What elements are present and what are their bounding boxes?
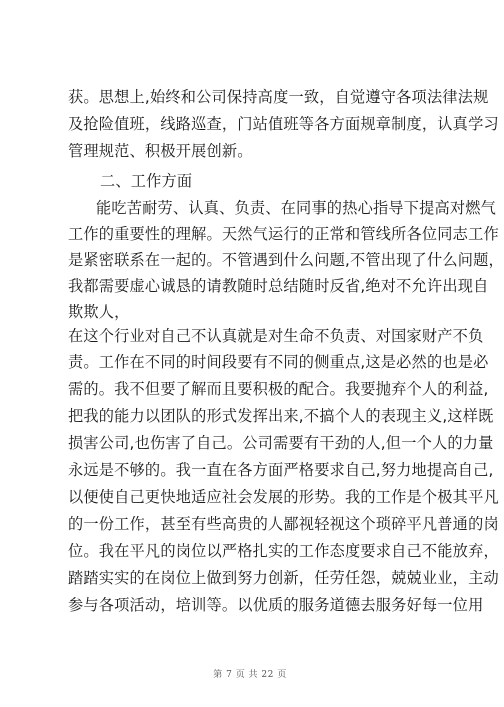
section-heading: 二、工作方面 xyxy=(100,172,193,190)
body-line-3: 管理规范、积极开展创新。 xyxy=(68,142,253,160)
body-line-13: 把我的能力以团队的形式发挥出来,不搞个人的表现主义,这样既 xyxy=(68,407,494,425)
body-line-19: 踏踏实实的在岗位上做到努力创新，任劳任怨，兢兢业业，主动 xyxy=(68,569,499,587)
body-line-17: 的一份工作，甚至有些高贵的人鄙视轻视这个琐碎平凡普通的岗 xyxy=(68,515,499,533)
body-line-5: 能吃苦耐劳、认真、负责、在同事的热心指导下提高对燃气 xyxy=(96,199,497,217)
body-line-11: 责。工作在不同的时间段要有不同的侧重点,这是必然的也是必 xyxy=(68,353,489,371)
body-line-1: 获。思想上,始终和公司保持高度一致，自觉遵守各项法律法规 xyxy=(68,88,489,106)
body-line-14: 损害公司,也伤害了自己。公司需要有干劲的人,但一个人的力量 xyxy=(68,434,494,452)
body-line-6: 工作的重要性的理解。天然气运行的正常和管线所各位同志工作 xyxy=(68,225,499,243)
body-line-2: 及抢险值班，线路巡查，门站值班等各方面规章制度，认真学习 xyxy=(68,115,499,133)
body-line-20: 参与各项活动，培训等。以优质的服务道德去服务好每一位用 xyxy=(68,596,484,614)
body-line-8: 我都需要虚心诚恳的请教随时总结随时反省,绝对不允许出现自 xyxy=(68,277,489,295)
body-line-16: 以便使自己更快地适应社会发展的形势。我的工作是个极其平凡 xyxy=(68,488,499,506)
page-footer: 第 7 页 共 22 页 xyxy=(213,670,287,680)
body-line-18: 位。我在平凡的岗位以严格扎实的工作态度要求自己不能放弃， xyxy=(68,542,499,560)
body-line-7: 是紧密联系在一起的。不管遇到什么问题,不管出现了什么问题， xyxy=(68,251,504,269)
body-line-12: 需的。我不但要了解而且要积极的配合。我要抛弃个人的利益, xyxy=(68,380,489,398)
body-line-10: 在这个行业对自己不认真就是对生命不负责、对国家财产不负 xyxy=(68,327,484,345)
body-line-9: 欺欺人， xyxy=(68,303,130,321)
body-line-15: 永远是不够的。我一直在各方面严格要求自己,努力地提高自己, xyxy=(68,461,494,479)
